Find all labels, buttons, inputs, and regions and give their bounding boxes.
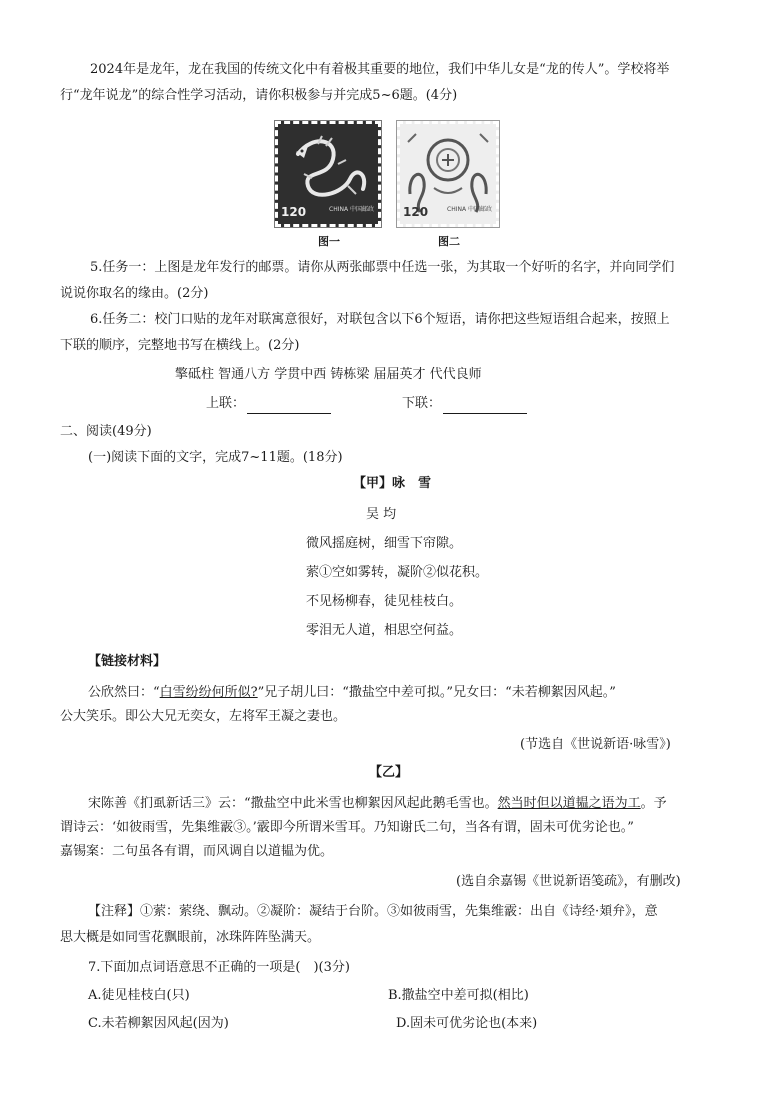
underlined-sentence: 然当时但以道韫之语为工	[497, 796, 641, 811]
couplet-phrases: 擎砥柱 智通八方 学贯中西 铸栋梁 届届英才 代代良师	[175, 367, 482, 382]
question-7-stem: 7.下面加点词语意思不正确的一项是( )(3分)	[88, 960, 350, 975]
passage-yi-heading: 【乙】	[369, 765, 409, 780]
passage-yi-line-3: 嘉锡案：二句虽各有谓，而风调自以道韫为优。	[60, 844, 334, 859]
lower-couplet-label: 下联：	[402, 396, 442, 411]
poem-line: 萦①空如雾转，凝阶②似花积。	[306, 565, 489, 580]
question-5-line-1: 5.任务一：上图是龙年发行的邮票。请你从两张邮票中任选一张，为其取一个好听的名字，并向同学们	[90, 260, 675, 275]
intro-line-2: 行“龙年说龙”的综合性学习活动，请你积极参与并完成5~6题。(4分)	[60, 88, 458, 103]
question-6-line-2: 下联的顺序，完整地书写在横线上。(2分)	[60, 338, 300, 353]
stamp-1-mark: CHINA 中国邮政	[329, 206, 374, 213]
stamp-2-denomination: 120	[403, 205, 429, 219]
poem-author: 吴 均	[366, 507, 397, 522]
question-5-line-2: 说说你取名的缘由。(2分)	[60, 286, 209, 301]
passage-yi-source: (选自余嘉锡《世说新语笺疏》，有删改)	[456, 874, 681, 889]
option-a[interactable]: A.徒见桂枝白(只)	[88, 988, 190, 1003]
poem-line: 微风摇庭树，细雪下帘隙。	[306, 536, 463, 551]
dragon-stamp-figure-2	[397, 121, 499, 227]
link-material-line-2: 公大笑乐。即公大兄无奕女，左将军王凝之妻也。	[60, 709, 347, 724]
option-d[interactable]: D.固未可优劣论也(本来)	[396, 1016, 538, 1031]
poem-heading: 【甲】咏 雪	[353, 476, 432, 491]
option-c[interactable]: C.未若柳絮因风起(因为)	[88, 1016, 229, 1031]
intro-line-1: 2024年是龙年，龙在我国的传统文化中有着极其重要的地位，我们中华儿女是“龙的传人”。学校将举	[90, 62, 670, 77]
poem-line: 零泪无人道，相思空何益。	[306, 623, 463, 638]
lower-couplet-field[interactable]	[402, 394, 527, 414]
link-material-source: (节选自《世说新语·咏雪》)	[520, 737, 671, 752]
question-6-line-1: 6.任务二：校门口贴的龙年对联寓意很好，对联包含以下6个短语，请你把这些短语组合起来，按照上	[90, 312, 670, 327]
option-b[interactable]: B.撒盐空中差可拟(相比)	[388, 988, 529, 1003]
upper-couplet-field[interactable]	[206, 394, 331, 414]
dragon-stamp-figure-1	[275, 121, 381, 227]
underlined-question: 白雪纷纷何所似?	[159, 685, 258, 700]
upper-couplet-blank[interactable]	[247, 399, 331, 414]
upper-couplet-label: 上联：	[206, 396, 246, 411]
yi-text: 。予	[640, 796, 667, 811]
passage-yi-line-2: 谓诗云：‘如彼雨雪，先集维霰③。’霰即今所谓米雪耳。乃知谢氏二句，当各有谓，固未可优劣论也。”	[60, 820, 634, 835]
lower-couplet-blank[interactable]	[443, 399, 527, 414]
caption-figure-2: 图二	[438, 235, 460, 248]
reading-1-instruction: (一)阅读下面的文字，完成7~11题。(18分)	[88, 450, 343, 465]
link-material-heading: 【链接材料】	[88, 654, 167, 669]
stamp-1-denomination: 120	[281, 205, 307, 219]
caption-figure-1: 图一	[318, 235, 340, 248]
link-material-line-1	[88, 683, 616, 703]
passage-yi-line-1	[88, 794, 667, 814]
section-2-title: 二、阅读(49分)	[60, 424, 152, 439]
poem-line: 不见杨柳春，徒见桂枝白。	[306, 594, 463, 609]
notes-line-1: 【注释】①萦：萦绕、飘动。②凝阶：凝结于台阶。③如彼雨雪，先集维霰：出自《诗经·頍弁》，意	[88, 904, 658, 919]
stamp-2-mark: CHINA 中国邮政	[447, 206, 492, 213]
notes-line-2: 思大概是如同雪花飘眼前，冰珠阵阵坠满天。	[60, 930, 321, 945]
yi-text: 宋陈善《扪虱新话三》云：“撒盐空中此米雪也柳絮因风起此鹅毛雪也。	[88, 796, 498, 811]
link-text: ”兄子胡儿曰：“撒盐空中差可拟。”兄女曰：“未若柳絮因风起。”	[257, 685, 616, 700]
link-text: 公欣然曰：“	[88, 685, 160, 700]
